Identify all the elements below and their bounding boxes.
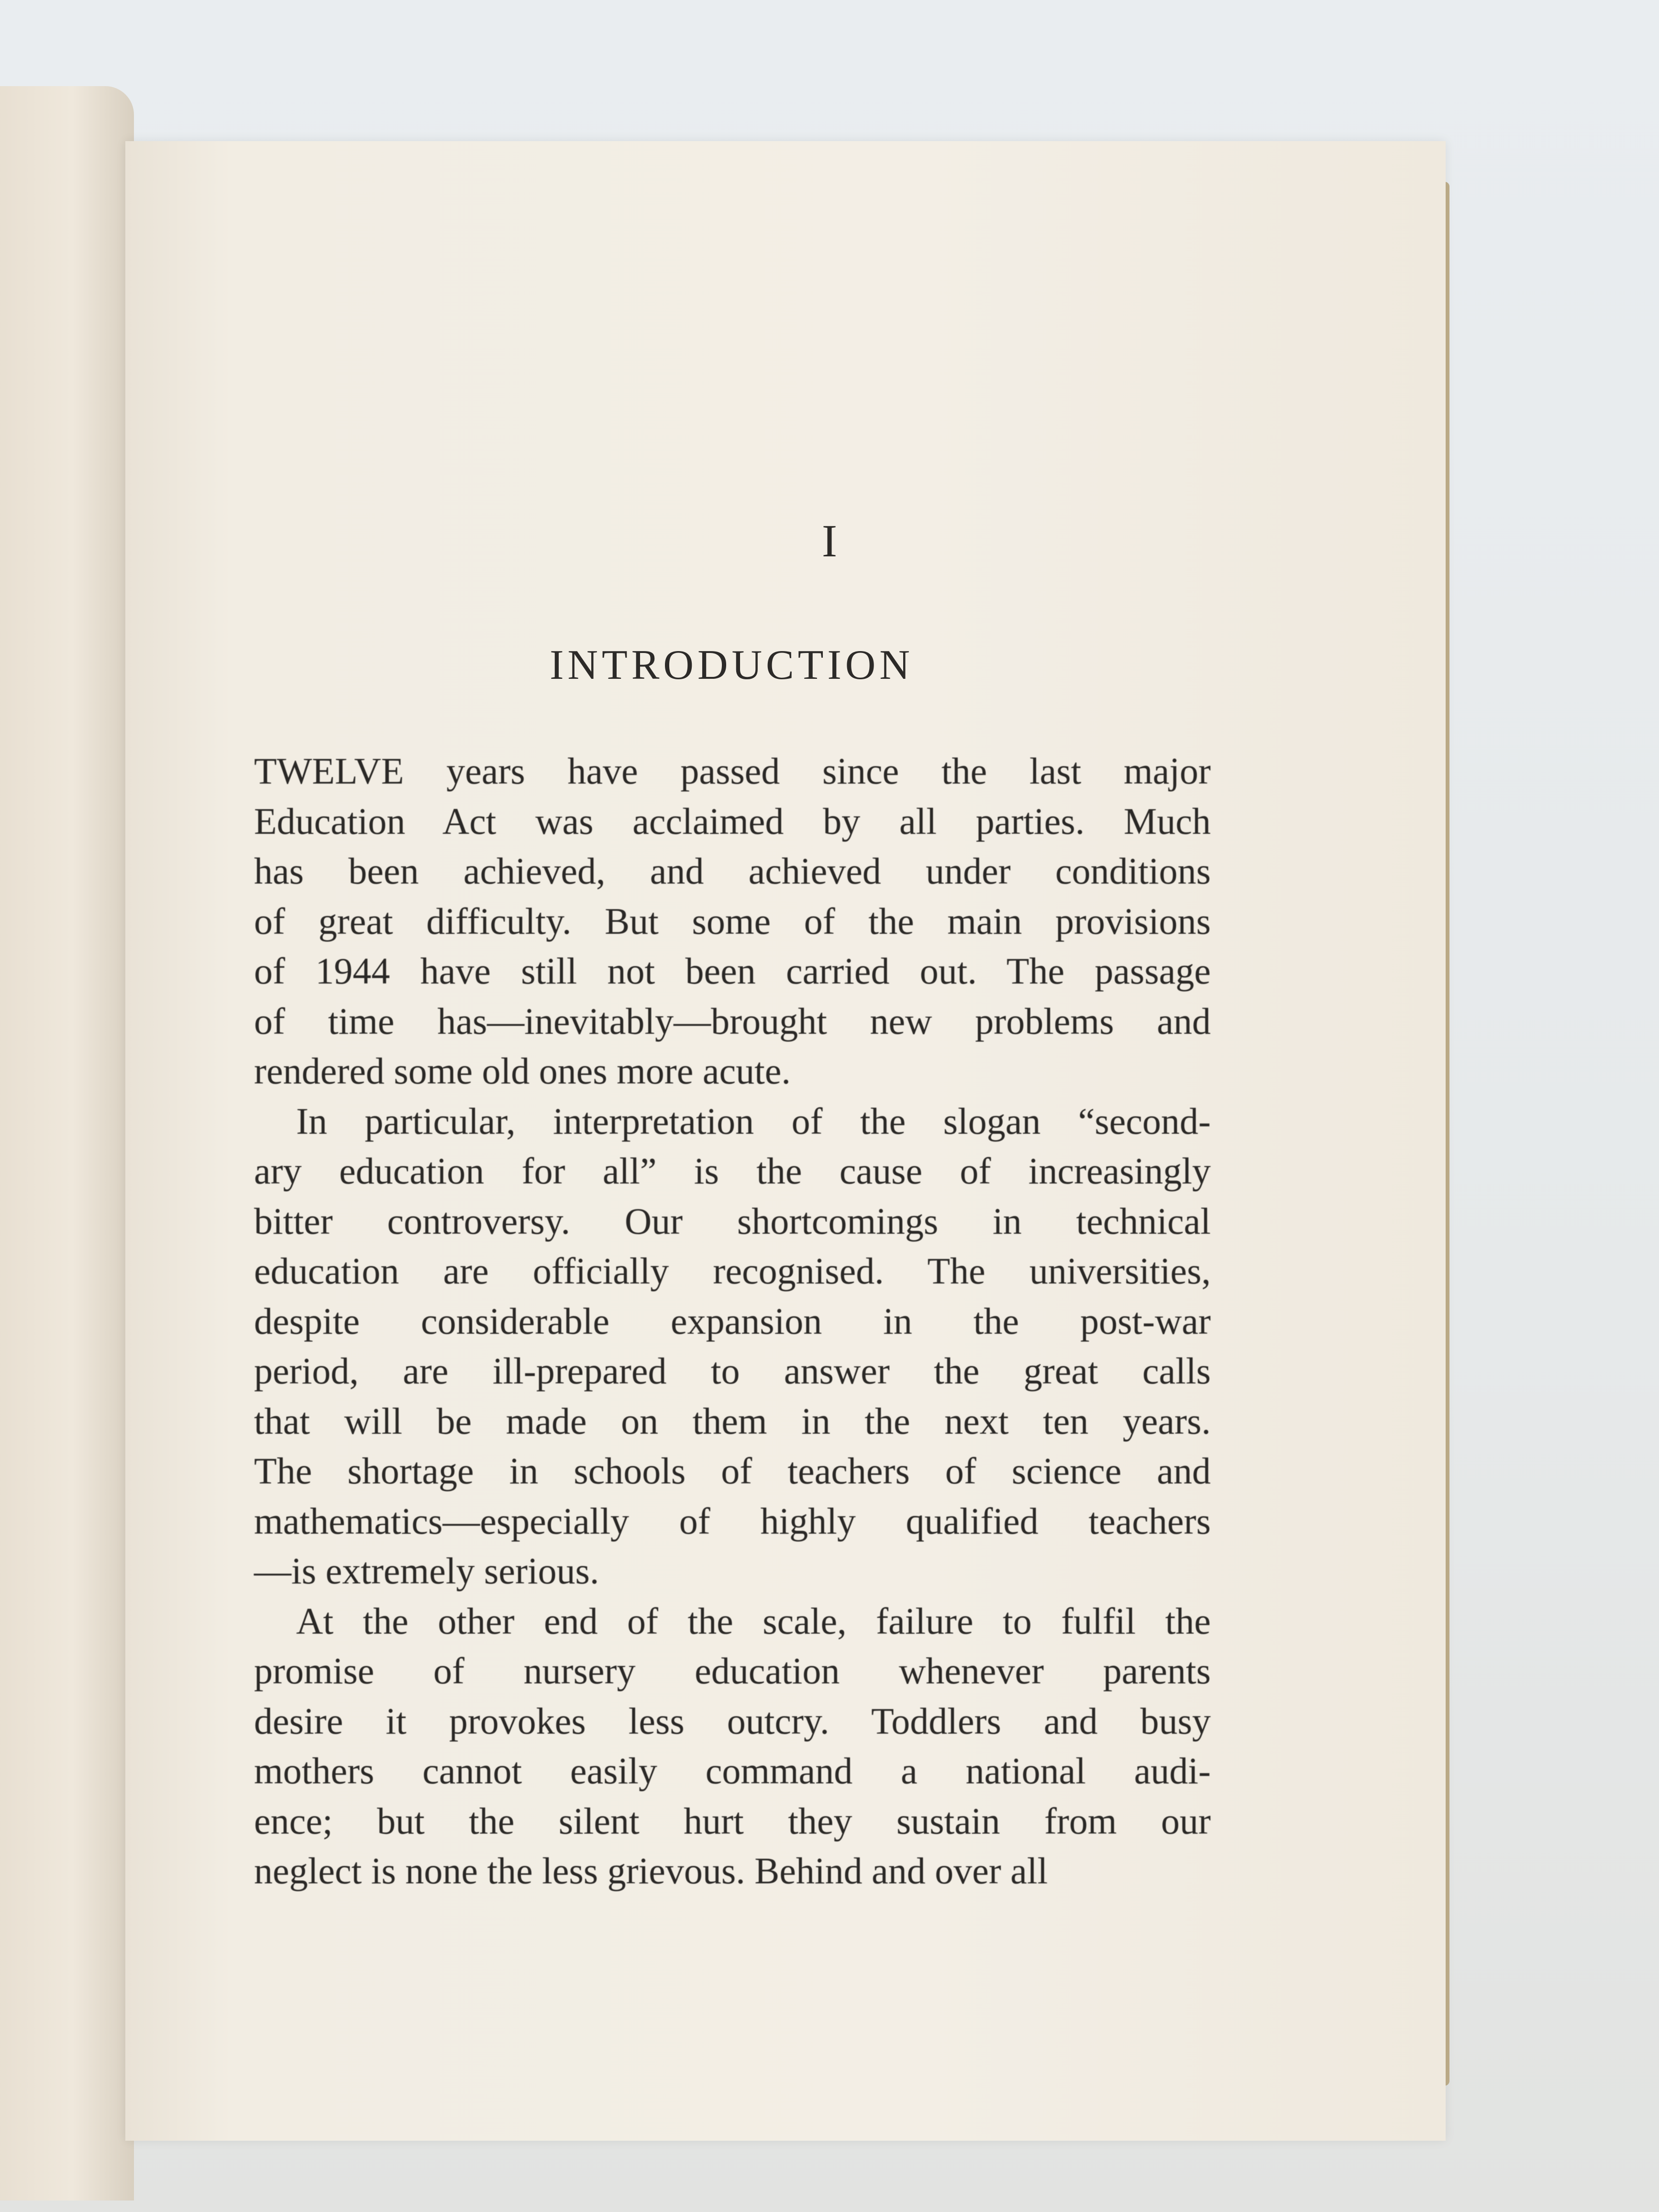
text-line: of 1944 have still not been carried out. The passage [254,950,1211,992]
text-line: mothers cannot easily command a national audi- [254,1750,1211,1792]
chapter-number: I [822,515,837,566]
text-line: neglect is none the less grievous. Behind and over all [254,1850,1048,1891]
text-line: of time has—inevitably—brought new problems and [254,1000,1211,1042]
text-line: Education Act was acclaimed by all parties. Much [254,800,1211,842]
text-line: mathematics—especially of highly qualified teachers [254,1500,1211,1542]
text-line: ary education for all” is the cause of increasingly [254,1150,1211,1192]
text-line: period, are ill-prepared to answer the great calls [254,1350,1211,1392]
text-line: desire it provokes less outcry. Toddlers and busy [254,1700,1211,1742]
text-line: has been achieved, and achieved under conditions [254,850,1211,892]
text-line: ence; but the silent hurt they sustain from our [254,1800,1211,1842]
text-line: despite considerable expansion in the post-war [254,1300,1211,1342]
text-line: bitter controversy. Our shortcomings in technical [254,1200,1211,1242]
text-line: TWELVE years have passed since the last major [254,750,1211,792]
text-line: promise of nursery education whenever parents [254,1650,1211,1692]
text-line: The shortage in schools of teachers of science and [254,1450,1211,1492]
text-line: education are officially recognised. The universities, [254,1250,1211,1292]
text-line: —is extremely serious. [254,1550,599,1592]
text-line: of great difficulty. But some of the main provisions [254,900,1211,942]
text-line: At the other end of the scale, failure to fulfil the [296,1600,1211,1642]
text-line: rendered some old ones more acute. [254,1050,791,1092]
text-line: that will be made on them in the next ten years. [254,1400,1211,1442]
chapter-title: INTRODUCTION [550,642,914,688]
left-page [0,86,134,2201]
body-text [254,746,1211,1896]
text-line: In particular, interpretation of the slogan “second- [296,1100,1211,1142]
